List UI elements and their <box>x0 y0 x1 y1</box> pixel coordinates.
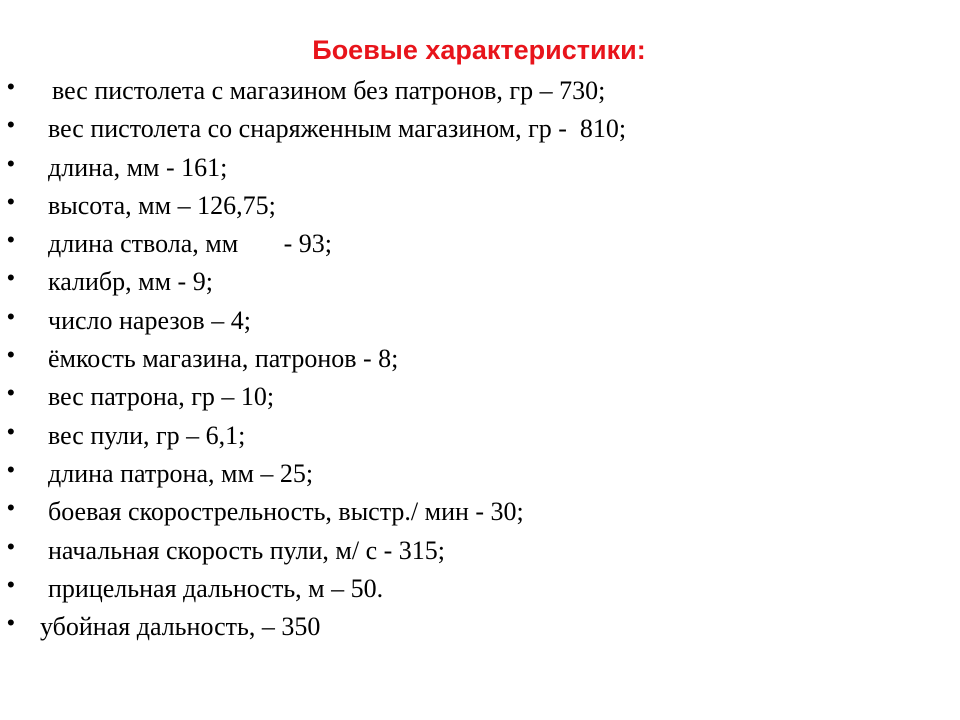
list-item <box>0 417 960 455</box>
bullet-icon: • <box>7 342 15 368</box>
list-item <box>0 263 960 301</box>
list-item <box>0 72 960 110</box>
list-item <box>0 110 960 148</box>
list-item <box>0 570 960 608</box>
bullet-icon: • <box>7 380 15 406</box>
list-item <box>0 149 960 187</box>
list-item-text: вес патрона, гр – 10; <box>48 382 275 412</box>
list-item-text: вес пистолета со снаряженным магазином, гр - 810; <box>48 114 627 144</box>
slide-title <box>0 30 960 70</box>
characteristics-list <box>0 72 960 646</box>
bullet-icon: • <box>7 610 15 636</box>
list-item-text: число нарезов – 4; <box>48 305 251 335</box>
list-item-text: вес пули, гр – 6,1; <box>48 420 246 450</box>
list-item <box>0 225 960 263</box>
list-item-text: боевая скорострельность, выстр./ мин - 30; <box>48 497 524 527</box>
bullet-icon: • <box>7 150 15 176</box>
slide-title-text: Боевые характеристики: <box>312 35 646 65</box>
list-item <box>0 532 960 570</box>
bullet-icon: • <box>7 533 15 559</box>
bullet-icon: • <box>7 265 15 291</box>
list-item <box>0 187 960 225</box>
list-item-text: начальная скорость пули, м/ с - 315; <box>48 535 446 565</box>
bullet-icon: • <box>7 112 15 138</box>
list-item-text: вес пистолета с магазином без патронов, гр – 730; <box>52 76 606 105</box>
bullet-icon: • <box>7 303 15 329</box>
list-item-text: высота, мм – 126,75; <box>48 190 276 220</box>
bullet-icon: • <box>7 418 15 444</box>
list-item <box>0 378 960 416</box>
bullet-icon: • <box>7 74 15 99</box>
list-item <box>0 340 960 378</box>
list-item <box>0 302 960 340</box>
list-item-text: длина, мм - 161; <box>48 152 228 182</box>
list-item <box>0 455 960 493</box>
bullet-icon: • <box>7 188 15 214</box>
list-item-text: калибр, мм - 9; <box>48 267 213 297</box>
list-item-text: убойная дальность, – 350 <box>40 612 321 642</box>
bullet-icon: • <box>7 456 15 482</box>
list-item <box>0 608 960 646</box>
list-item-text: ёмкость магазина, патронов - 8; <box>48 344 399 374</box>
list-item-text: прицельная дальность, м – 50. <box>48 573 384 603</box>
bullet-icon: • <box>7 495 15 521</box>
list-item <box>0 493 960 531</box>
bullet-icon: • <box>7 227 15 253</box>
list-item-text: длина ствола, мм - 93; <box>48 229 333 259</box>
bullet-icon: • <box>7 571 15 597</box>
list-item-text: длина патрона, мм – 25; <box>48 458 314 488</box>
